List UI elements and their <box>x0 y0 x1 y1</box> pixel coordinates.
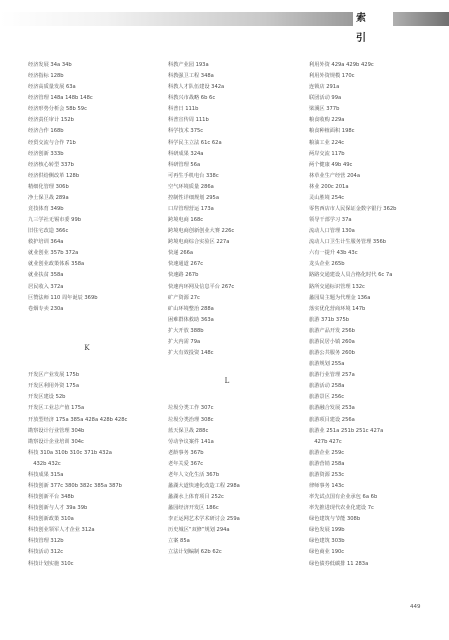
index-entry: 救护培训 364a <box>28 239 64 246</box>
index-entry: 经济管理 148a 148b 148c <box>28 95 93 102</box>
index-entry: 旅游景区 256c <box>309 394 345 401</box>
index-entry: 经济责任审计 152b <box>28 117 74 124</box>
index-entry: 旅游企业 259c <box>309 449 345 456</box>
spacer <box>28 359 146 370</box>
index-entry: 率先推进现代农业化建设 7c <box>309 505 374 512</box>
index-entry: 旅游业 251a 251b 251c 427a <box>309 427 384 434</box>
header-gradient-bar <box>0 12 353 26</box>
index-entry: 旧住宅改造 366c <box>28 228 69 235</box>
index-entry: 绿色商业 190c <box>309 549 345 556</box>
index-entry: 旅游营销 258a <box>309 460 345 467</box>
index-entry: 绿色债券低碳排 11 283a <box>309 560 369 567</box>
index-entry: 利用外资规模 170c <box>309 73 355 80</box>
index-entry: 经济创新 333b <box>28 150 64 157</box>
index-entry: 就业创业政策体系 358a <box>28 261 85 268</box>
index-entry: 绿色建筑 303b <box>309 538 345 545</box>
index-entry: 勘察设计行业管理 304b <box>28 427 85 434</box>
index-entry: 龙头企业 265b <box>309 261 345 268</box>
index-entry: 科教产业园 193a <box>168 62 209 68</box>
index-entry: 快递 266a <box>168 250 194 257</box>
index-entry: 蠡园经济开发区 186c <box>168 505 219 512</box>
index-entry: 老年人文化生活 367b <box>168 471 220 478</box>
index-entry: 可再生手机电台 338c <box>168 172 219 179</box>
index-entry: 林草业生产经营 204a <box>309 172 361 179</box>
index-entry: 垃圾分类治理 308c <box>168 416 214 423</box>
index-entry: 流动人口卫生计生服务管理 356b <box>309 239 387 246</box>
index-entry: 快速内环网及信息平台 267c <box>168 283 235 290</box>
index-entry: 扩大开放 388b <box>168 327 204 334</box>
index-entry: 口岸管理营运 173a <box>168 206 214 213</box>
index-entry: 控制性详细规划 295a <box>168 194 220 201</box>
index-entry: 居民收入 372a <box>28 283 64 290</box>
index-entry: 劳动争议案件 141a <box>168 438 214 445</box>
index-entry: 六有一提升 43b 43c <box>309 250 358 257</box>
index-entry: 经济指标 128b <box>28 73 64 80</box>
index-entry: 净土保卫战 289a <box>28 194 69 201</box>
index-entry: 旅游公共服务 260b <box>309 350 355 357</box>
index-column-3 <box>309 60 427 570</box>
index-entry: 科学民主立法 61c 62a <box>168 139 222 146</box>
index-entry: 开发区利用外资 175a <box>28 383 80 390</box>
index-entry: 连锁店 291a <box>309 84 340 91</box>
index-entry: 卷烟专卖 230a <box>28 305 64 312</box>
index-entry: 历史城区“双修”规划 294a <box>168 527 230 534</box>
header-band <box>0 0 449 44</box>
index-entry: 老年关爱 367c <box>168 460 204 467</box>
index-entry: 就业创业 357b 372a <box>28 250 79 257</box>
spacer <box>168 392 286 403</box>
spacer <box>168 359 286 370</box>
index-entry: 困难群体救助 363a <box>168 316 214 323</box>
spacer <box>28 315 146 326</box>
index-entry: 绿色发展 199b <box>309 527 345 534</box>
section-letter: K <box>84 343 90 352</box>
index-entry: 路所交通标识管理 132c <box>309 283 365 290</box>
index-entry: 科教兴市战略 6b 6c <box>168 95 216 102</box>
index-entry: 李正运网艺术学术研讨会 259a <box>168 516 240 523</box>
index-entry: 科技创新 377c 380b 382c 385a 387b <box>28 482 122 489</box>
index-column-2 <box>168 60 286 559</box>
index-entry: 林业 200c 201a <box>309 183 349 190</box>
index-entry: 旅游融合发展 253a <box>309 405 355 412</box>
index-entry: 开发区产业发展 175b <box>28 372 80 379</box>
index-entry: 矿产资源 27c <box>168 294 200 301</box>
section-letter: L <box>224 377 230 386</box>
index-entry: 旅游资源 253c <box>309 471 345 478</box>
index-entry: 经济发展 34a 34b <box>28 62 72 68</box>
index-column-1 <box>28 60 146 570</box>
index-entry: 粮食种植面积 198c <box>309 128 355 135</box>
index-entry: 流动人口管理 130a <box>309 228 355 235</box>
index-entry: 科教人才队伍建设 342a <box>168 84 225 91</box>
index-entry: 蠡湖大道快速化改造工程 298a <box>168 482 240 489</box>
index-entry: 老龄事务 367b <box>168 449 204 456</box>
index-entry: 矿山环境整治 288a <box>168 305 214 312</box>
index-entry: 蠡园局主题为代理金 136a <box>309 294 371 301</box>
index-entry: 蠡湖水上体育项目 252c <box>168 494 224 501</box>
index-entry: 垃圾分类工作 307c <box>168 405 214 412</box>
index-entry: 联团活动 99a <box>309 95 342 102</box>
index-entry: 绿色建筑与节能 308b <box>309 516 361 523</box>
index-entry: 路路交通建设人员合格化时代 6c 7a <box>309 272 393 279</box>
index-entry: 432b 432c <box>28 460 61 467</box>
index-entry: 粮油工业 224c <box>309 139 345 146</box>
spacer <box>28 326 146 337</box>
index-entry: 快速通道 267c <box>168 261 204 268</box>
index-entry: 经济高质量发展 63a <box>28 84 76 91</box>
index-entry: 经济形势分析会 58b 59c <box>28 106 87 113</box>
index-entry: 旅游 371b 375b <box>309 316 350 323</box>
index-entry: 开发区建设 52b <box>28 394 66 401</box>
index-entry: 旅游行业管理 257a <box>309 372 355 379</box>
index-entry: 两个健康 49b 49c <box>309 161 353 168</box>
index-entry: 率先试点国有企业承包 6a 6b <box>309 494 378 501</box>
index-entry: 旅游产品开发 256b <box>309 327 355 334</box>
index-entry: 勘察设计企业培训 304c <box>28 438 84 445</box>
index-entry: 灵山胜境 254c <box>309 194 345 201</box>
index-entry: 旅游项目建设 256a <box>309 416 355 423</box>
index-entry: 跨境电商创新创业大赛 226c <box>168 228 235 235</box>
index-entry: 蓝天保卫战 288c <box>168 427 209 434</box>
index-entry: 427b 427c <box>309 438 342 445</box>
index-entry: 跨境电商 168c <box>168 217 204 224</box>
index-entry: 科技成果 315a <box>28 471 64 478</box>
index-entry: 科学技术 375c <box>168 128 204 135</box>
index-entry: 科普宣传周 111b <box>168 117 209 124</box>
index-entry: 九三学社无锡市委 99b <box>28 217 82 224</box>
index-entry: 巨赞法师 110 周年诞辰 369b <box>28 294 98 301</box>
index-entry: 旅游规划 255a <box>309 361 345 368</box>
page-title: 索 引 <box>356 13 374 44</box>
index-entry: 科技创新平台 348b <box>28 494 74 501</box>
index-entry: 扩大内需 79a <box>168 338 201 345</box>
index-entry: 竞技体育 349b <box>28 206 64 213</box>
index-entry: 律师事务 143c <box>309 482 345 489</box>
index-entry: 科技管理 312b <box>28 538 64 545</box>
index-entry: 科技创新政策 310a <box>28 516 74 523</box>
index-entry: 粮食收购 229a <box>309 117 345 124</box>
index-entry: 经贸交流与合作 71b <box>28 139 76 146</box>
index-entry: 立案 85a <box>168 538 190 545</box>
index-entry: 经济合作 168b <box>28 128 64 135</box>
index-entry: 精细化管理 306b <box>28 183 69 190</box>
index-entry: 科教强卫工程 348a <box>168 73 214 80</box>
index-entry: 科技计划实施 310c <box>28 560 74 567</box>
index-entry: 零售西店市人民保证金数字银行 362b <box>309 206 397 213</box>
index-entry: 两岸交流 117b <box>309 150 345 157</box>
index-entry: 利用外资 429a 429b 429c <box>309 62 374 68</box>
index-entry: 旅游活动 258a <box>309 383 345 390</box>
page-number: 449 <box>410 604 421 610</box>
index-entry: 旅游民居小镇 260a <box>309 338 355 345</box>
index-entry: 梁溪区 377b <box>309 106 340 113</box>
index-entry: 快速路 267b <box>168 272 199 279</box>
index-entry: 科普日 111b <box>168 106 199 113</box>
index-entry: 立法计划编制 62b 62c <box>168 549 222 556</box>
index-entry: 领导干部学习 37a <box>309 217 352 224</box>
index-entry: 科技创新与人才 39a 39b <box>28 505 88 512</box>
index-entry: 科研管理 56a <box>168 161 201 168</box>
index-entry: 空气环境质量 286a <box>168 183 214 190</box>
index-entry: 就业扶贫 358a <box>28 272 64 279</box>
header-gradient-tail <box>393 12 449 26</box>
index-entry: 科研成果 324a <box>168 150 204 157</box>
index-entry: 经济供给侧改革 128b <box>28 172 80 179</box>
index-entry: 落实优化营商环境 147b <box>309 305 366 312</box>
index-entry: 跨境电商综合实验区 227a <box>168 239 230 246</box>
index-entry: 扩大有效投资 148c <box>168 350 214 357</box>
index-entry: 科技 310a 310b 310c 371b 432a <box>28 449 112 456</box>
index-entry: 开放型经济 175a 385a 428a 428b 428c <box>28 416 128 423</box>
index-entry: 经济核心转型 337b <box>28 161 74 168</box>
index-entry: 科技创业领军人才企业 312a <box>28 527 95 534</box>
index-entry: 开发区工业总产值 175a <box>28 405 85 412</box>
index-entry: 科技活动 312c <box>28 549 64 556</box>
